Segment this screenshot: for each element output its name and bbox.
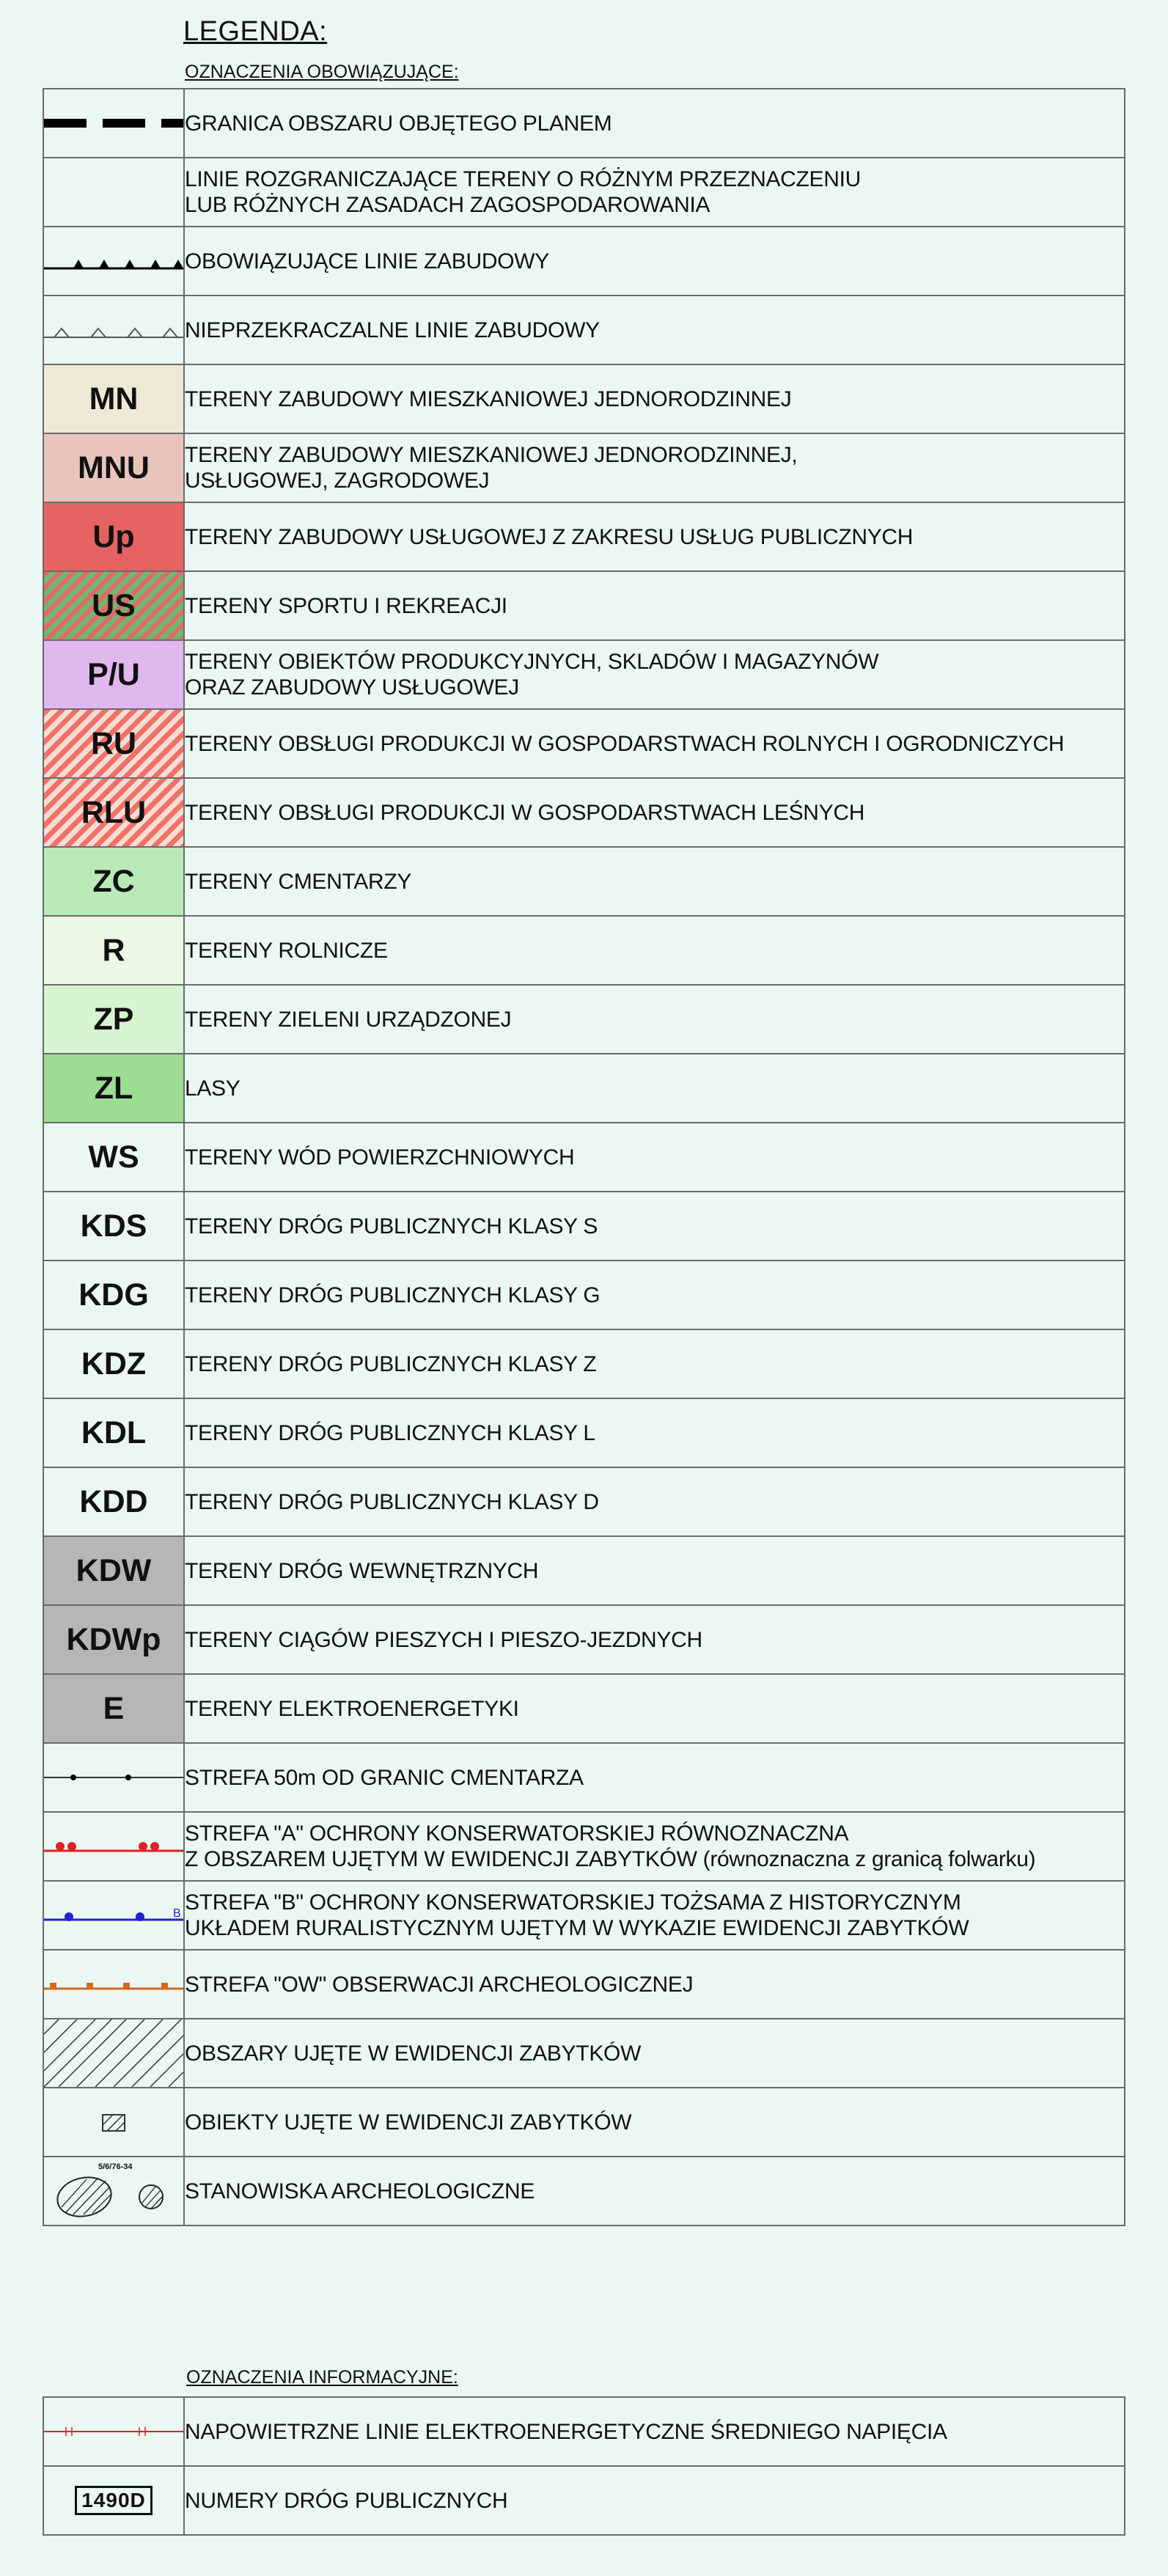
filled-triangles-line-icon — [43, 227, 184, 296]
legend-description: LASY — [184, 1054, 1125, 1123]
legend-description: OBOWIĄZUJĄCE LINIE ZABUDOWY — [184, 227, 1125, 296]
legend-description: TERENY ZIELENI URZĄDZONEJ — [184, 985, 1125, 1054]
legend-row — [43, 2019, 1125, 2088]
legend-description: STREFA "OW" OBSERWACJI ARCHEOLOGICZNEJ — [184, 1950, 1125, 2019]
legend-row — [43, 1812, 1125, 1881]
legend-description: OBIEKTY UJĘTE W EWIDENCJI ZABYTKÓW — [184, 2088, 1125, 2157]
zone-b-line-icon — [43, 1881, 184, 1950]
legend-row — [43, 364, 1125, 433]
site-number-label: 5/6/76-34 — [98, 2162, 133, 2171]
legend-table-info — [43, 2396, 1125, 2536]
cemetery-zone-line-icon — [43, 1743, 184, 1812]
zone-swatch-kdw: KDW — [43, 1536, 184, 1605]
legend-row — [43, 1743, 1125, 1812]
legend-description: TERENY DRÓG PUBLICZNYCH KLASY G — [184, 1261, 1125, 1329]
legend-description: NIEPRZEKRACZALNE LINIE ZABUDOWY — [184, 296, 1125, 364]
legend-row — [43, 89, 1125, 158]
road-number-box: 1490D — [75, 2486, 153, 2515]
zone-a-line-icon — [43, 1812, 184, 1881]
legend-row — [43, 1192, 1125, 1261]
zone-ow-line-icon — [43, 1950, 184, 2019]
legend-description: STREFA "A" OCHRONY KONSERWATORSKIEJ RÓWNOZNACZNA Z OBSZAREM UJĘTYM W EWIDENCJI ZABYTKÓW (równoznaczna z granicą folwarku) — [184, 1812, 1125, 1881]
legend-description: TERENY OBSŁUGI PRODUKCJI W GOSPODARSTWACH LEŚNYCH — [184, 778, 1125, 847]
heritage-object-icon — [43, 2088, 184, 2157]
legend-row — [43, 1674, 1125, 1743]
legend-description: STANOWISKA ARCHEOLOGICZNE — [184, 2157, 1125, 2225]
legend-description: TERENY ZABUDOWY MIESZKANIOWEJ JEDNORODZINNEJ — [184, 364, 1125, 433]
legend-row — [43, 778, 1125, 847]
legend-row — [43, 847, 1125, 916]
legend-row — [43, 158, 1125, 227]
legend-row — [43, 1054, 1125, 1123]
legend-row — [43, 1605, 1125, 1674]
legend-title: LEGENDA: — [183, 16, 328, 47]
legend-row — [43, 2157, 1125, 2225]
legend-row — [43, 640, 1125, 709]
legend-row — [43, 1329, 1125, 1398]
legend-description: TERENY DRÓG WEWNĘTRZNYCH — [184, 1536, 1125, 1605]
zone-swatch-ru: RU — [43, 709, 184, 778]
zone-swatch-kds: KDS — [43, 1192, 184, 1261]
legend-row — [43, 1467, 1125, 1536]
legend-row — [43, 1881, 1125, 1950]
zone-swatch-mnu: MNU — [43, 433, 184, 502]
legend-description: TERENY CIĄGÓW PIESZYCH I PIESZO-JEZDNYCH — [184, 1605, 1125, 1674]
legend-row — [43, 1398, 1125, 1467]
legend-description: LINIE ROZGRANICZAJĄCE TERENY O RÓŻNYM PRZEZNACZENIU LUB RÓŻNYCH ZASADACH ZAGOSPODAROWANIA — [184, 158, 1125, 227]
zone-swatch-kdd: KDD — [43, 1467, 184, 1536]
open-triangles-line-icon — [43, 296, 184, 364]
dashed-boundary-icon — [43, 89, 184, 158]
thin-line-icon — [43, 158, 184, 227]
legend-row — [43, 502, 1125, 571]
legend-description: TERENY DRÓG PUBLICZNYCH KLASY L — [184, 1398, 1125, 1467]
legend-description: STREFA "B" OCHRONY KONSERWATORSKIEJ TOŻSAMA Z HISTORYCZNYM UKŁADEM RURALISTYCZNYM UJĘTYM W WYKAZIE EWIDENCJI ZABYTKÓW — [184, 1881, 1125, 1950]
zone-swatch-e: E — [43, 1674, 184, 1743]
legend-description: TERENY DRÓG PUBLICZNYCH KLASY S — [184, 1192, 1125, 1261]
zone-swatch-kdz: KDZ — [43, 1329, 184, 1398]
section-binding-heading: OZNACZENIA OBOWIĄZUJĄCE: — [185, 62, 459, 82]
zone-swatch-us: US — [43, 571, 184, 640]
zone-b-symbol-label: B — [173, 1907, 181, 1920]
zone-swatch-kdg: KDG — [43, 1261, 184, 1329]
zone-swatch-zc: ZC — [43, 847, 184, 916]
legend-row — [43, 1536, 1125, 1605]
hatched-area-icon — [43, 2019, 184, 2088]
legend-description: TERENY DRÓG PUBLICZNYCH KLASY D — [184, 1467, 1125, 1536]
legend-row — [43, 1261, 1125, 1329]
legend-description: STREFA 50m OD GRANIC CMENTARZA — [184, 1743, 1125, 1812]
legend-description: TERENY CMENTARZY — [184, 847, 1125, 916]
zone-swatch-rlu: RLU — [43, 778, 184, 847]
legend-description: TERENY ROLNICZE — [184, 916, 1125, 985]
archaeological-site-icon — [43, 2157, 184, 2225]
zone-swatch-zp: ZP — [43, 985, 184, 1054]
legend-row — [43, 296, 1125, 364]
legend-row — [43, 1123, 1125, 1192]
legend-description: TERENY SPORTU I REKREACJI — [184, 571, 1125, 640]
zone-swatch-kdl: KDL — [43, 1398, 184, 1467]
legend-description: NUMERY DRÓG PUBLICZNYCH — [184, 2466, 1125, 2535]
legend-row — [43, 571, 1125, 640]
legend-description: OBSZARY UJĘTE W EWIDENCJI ZABYTKÓW — [184, 2019, 1125, 2088]
legend-description: GRANICA OBSZARU OBJĘTEGO PLANEM — [184, 89, 1125, 158]
legend-description: NAPOWIETRZNE LINIE ELEKTROENERGETYCZNE ŚREDNIEGO NAPIĘCIA — [184, 2397, 1125, 2466]
legend-description: TERENY DRÓG PUBLICZNYCH KLASY Z — [184, 1329, 1125, 1398]
zone-swatch-kdwp: KDWp — [43, 1605, 184, 1674]
legend-table-binding — [43, 88, 1125, 2226]
legend-description: TERENY OBSŁUGI PRODUKCJI W GOSPODARSTWACH ROLNYCH I OGRODNICZYCH — [184, 709, 1125, 778]
legend-description: TERENY ELEKTROENERGETYKI — [184, 1674, 1125, 1743]
power-line-icon — [43, 2397, 184, 2466]
road-number-icon — [43, 2466, 184, 2535]
zone-swatch-r: R — [43, 916, 184, 985]
zone-swatch-ws: WS — [43, 1123, 184, 1192]
legend-row — [43, 2397, 1125, 2466]
legend-description: TERENY WÓD POWIERZCHNIOWYCH — [184, 1123, 1125, 1192]
zone-swatch-mn: MN — [43, 364, 184, 433]
legend-row — [43, 709, 1125, 778]
zone-swatch-up: Up — [43, 502, 184, 571]
zone-swatch-pu: P/U — [43, 640, 184, 709]
legend-row — [43, 1950, 1125, 2019]
section-info-heading: OZNACZENIA INFORMACYJNE: — [186, 2367, 458, 2388]
legend-description: TERENY ZABUDOWY USŁUGOWEJ Z ZAKRESU USŁUG PUBLICZNYCH — [184, 502, 1125, 571]
legend-row — [43, 985, 1125, 1054]
legend-description: TERENY ZABUDOWY MIESZKANIOWEJ JEDNORODZINNEJ, USŁUGOWEJ, ZAGRODOWEJ — [184, 433, 1125, 502]
legend-row — [43, 227, 1125, 296]
legend-row — [43, 433, 1125, 502]
legend-description: TERENY OBIEKTÓW PRODUKCYJNYCH, SKLADÓW I MAGAZYNÓW ORAZ ZABUDOWY USŁUGOWEJ — [184, 640, 1125, 709]
legend-row — [43, 2088, 1125, 2157]
legend-row — [43, 916, 1125, 985]
zone-swatch-zl: ZL — [43, 1054, 184, 1123]
legend-row — [43, 2466, 1125, 2535]
